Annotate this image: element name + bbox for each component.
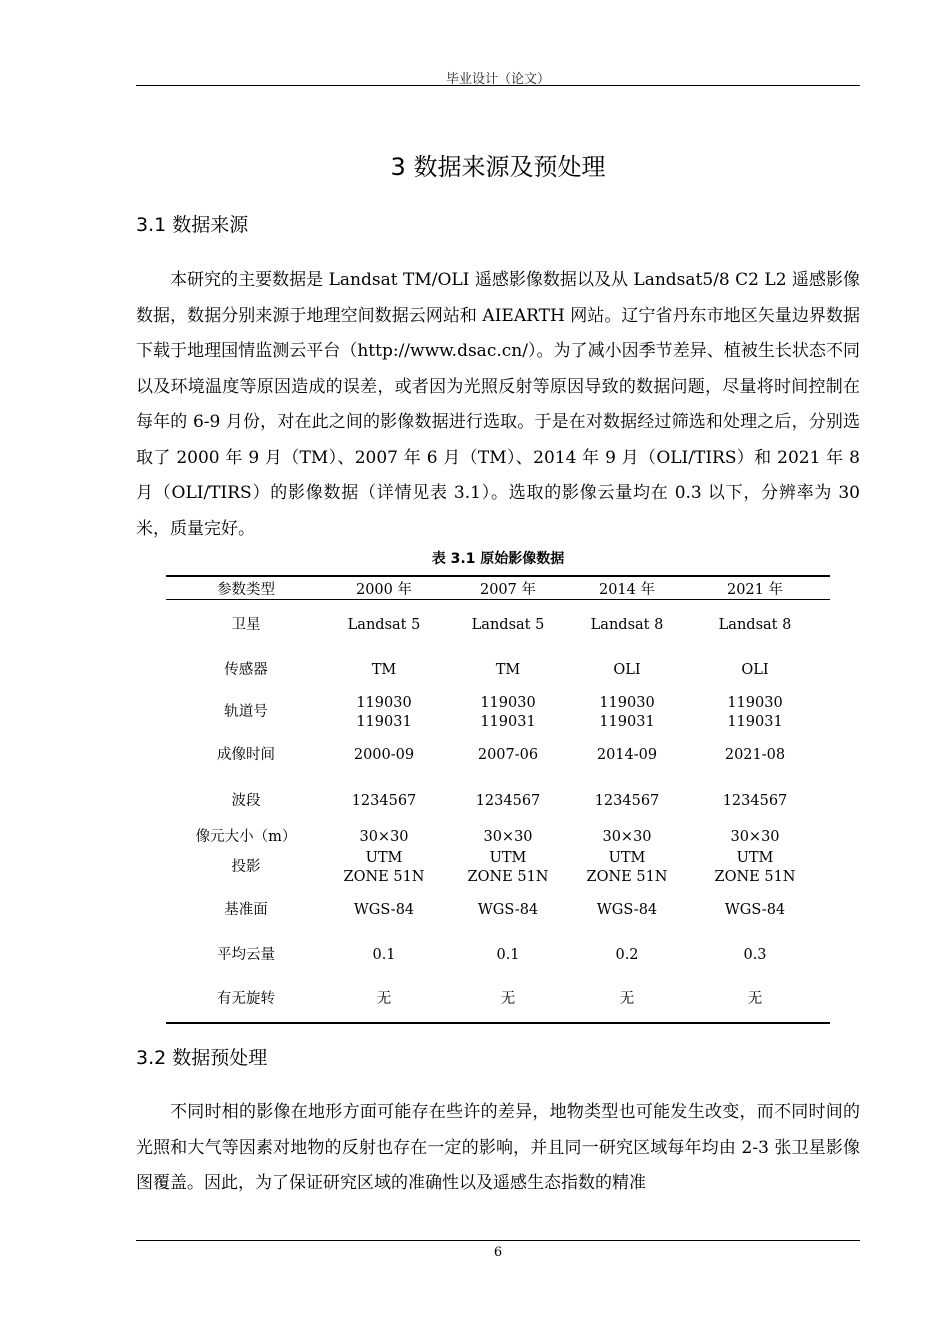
table-cell: OLI <box>613 662 641 678</box>
cell-line: 119030 <box>480 694 536 711</box>
cell-line: UTM <box>608 849 646 866</box>
cell-line: 119030 <box>727 694 783 711</box>
table-row <box>166 848 830 888</box>
row-label: 有无旋转 <box>217 991 275 1007</box>
table-cell <box>574 690 680 736</box>
table-cell: 30×30 <box>602 829 652 845</box>
table-cell <box>680 690 830 736</box>
table-cell <box>680 848 830 888</box>
header-year-2021: 2021 年 <box>726 581 783 598</box>
table-row <box>166 600 830 652</box>
header-year-2014: 2014 年 <box>598 581 655 598</box>
table-cell: Landsat 5 <box>347 617 421 634</box>
data-source-paragraph: 本研究的主要数据是 Landsat TM/OLI 遥感影像数据以及从 Landsat5/8 C2 L2 遥感影像数据，数据分别来源于地理空间数据云网站和 AIEARTH 网站。辽宁省丹东市地区矢量边界数据下载于地理国情监测云平台（http://www.dsac.cn/）。为了减小因季节差异、植被生长状态不同以及环境温度等原因造成的误差，或者因为光照反射等原因导致的数据问题，尽量将时间控制在每年的 6-9 月份，对在此之间的影像数据进行选取。于是在对数据经过筛选和处理之后，分别选取了 2000 年 9 月（TM）、2007 年 6 月（TM）、2014 年 9 月（OLI/TIRS）和 2021 年 8 月（OLI/TIRS）的影像数据（详情见表 3.1）。选取的影像云量均在 0.3 以下，分辨率为 30 米，质量完好。 <box>136 270 860 539</box>
cell-line: ZONE 51N <box>714 868 796 885</box>
table-cell <box>574 848 680 888</box>
table-cell: 0.1 <box>496 947 520 963</box>
table-row <box>166 736 830 776</box>
table-cell: WGS-84 <box>724 902 786 918</box>
table-cell: 1234567 <box>594 793 660 809</box>
table-row <box>166 690 830 736</box>
table-cell: 无 <box>500 991 516 1007</box>
header-year-2007: 2007 年 <box>479 581 536 598</box>
cell-line: 119031 <box>727 713 783 730</box>
row-label: 轨道号 <box>224 704 268 720</box>
table-cell: TM <box>371 662 397 678</box>
table-header-row <box>166 576 830 600</box>
cell-line: UTM <box>365 849 403 866</box>
table-row <box>166 978 830 1023</box>
table-cell: 0.3 <box>743 947 767 963</box>
table-cell: 30×30 <box>483 829 533 845</box>
table-cell: Landsat 8 <box>590 617 664 634</box>
table-cell: 2007-06 <box>477 747 539 763</box>
table-cell: Landsat 8 <box>718 617 792 634</box>
table-cell: 2000-09 <box>353 747 415 763</box>
table-cell: 无 <box>747 991 763 1007</box>
row-label: 平均云量 <box>217 947 275 963</box>
section-title-data-source: 3.1 数据来源 <box>136 214 249 236</box>
header-rule <box>136 85 860 86</box>
cell-line: 119031 <box>356 713 412 730</box>
table-caption: 表 3.1 原始影像数据 <box>431 551 565 567</box>
row-label: 投影 <box>231 859 261 875</box>
cell-line: 119031 <box>480 713 536 730</box>
table-cell: 1234567 <box>351 793 417 809</box>
row-label: 像元大小（m） <box>195 829 297 845</box>
row-label: 成像时间 <box>217 747 275 763</box>
table-cell: 无 <box>376 991 392 1007</box>
table-cell: 0.1 <box>372 947 396 963</box>
table-cell: WGS-84 <box>596 902 658 918</box>
cell-line: ZONE 51N <box>586 868 668 885</box>
table-row <box>166 776 830 828</box>
table-cell: 1234567 <box>722 793 788 809</box>
header-param-type: 参数类型 <box>217 581 275 598</box>
table-cell <box>326 690 442 736</box>
cell-line: ZONE 51N <box>467 868 549 885</box>
preprocessing-paragraph: 不同时相的影像在地形方面可能存在些许的差异，地物类型也可能发生改变，而不同时间的光照和大气等因素对地物的反射也存在一定的影响，并且同一研究区域每年均由 2-3 张卫星影像图覆盖。因此，为了保证研究区域的准确性以及遥感生态指数的精准 <box>136 1102 860 1193</box>
table-row <box>166 888 830 934</box>
table-cell: 30×30 <box>730 829 780 845</box>
table-cell: 1234567 <box>475 793 541 809</box>
footer-rule <box>136 1240 860 1241</box>
cell-line: 119030 <box>356 694 412 711</box>
table-cell: OLI <box>741 662 769 678</box>
table-cell <box>442 690 574 736</box>
table-cell <box>442 848 574 888</box>
page-number: 6 <box>493 1245 503 1260</box>
row-label: 基准面 <box>224 902 268 918</box>
cell-line: 119031 <box>599 713 655 730</box>
header-year-2000: 2000 年 <box>355 581 412 598</box>
row-label: 传感器 <box>224 662 268 678</box>
table-cell: 无 <box>619 991 635 1007</box>
cell-line: UTM <box>489 849 527 866</box>
table-row <box>166 652 830 690</box>
page-header: 毕业设计（论文） <box>445 72 550 87</box>
cell-line: 119030 <box>599 694 655 711</box>
table-cell: 30×30 <box>359 829 409 845</box>
chapter-title: 3 数据来源及预处理 <box>390 153 606 181</box>
table-cell: 2014-09 <box>596 747 658 763</box>
row-label: 卫星 <box>231 617 261 634</box>
table-cell: WGS-84 <box>353 902 415 918</box>
table-row <box>166 934 830 978</box>
table-cell: Landsat 5 <box>471 617 545 634</box>
cell-line: ZONE 51N <box>343 868 425 885</box>
table-cell: 2021-08 <box>724 747 786 763</box>
table-cell: 0.2 <box>615 947 639 963</box>
row-label: 波段 <box>231 793 261 809</box>
table-cell <box>326 848 442 888</box>
section-title-preprocessing: 3.2 数据预处理 <box>136 1047 268 1069</box>
raw-image-data-table <box>166 575 830 1024</box>
cell-line: UTM <box>736 849 774 866</box>
table-cell: WGS-84 <box>477 902 539 918</box>
table-row <box>166 828 830 848</box>
table-cell: TM <box>495 662 521 678</box>
